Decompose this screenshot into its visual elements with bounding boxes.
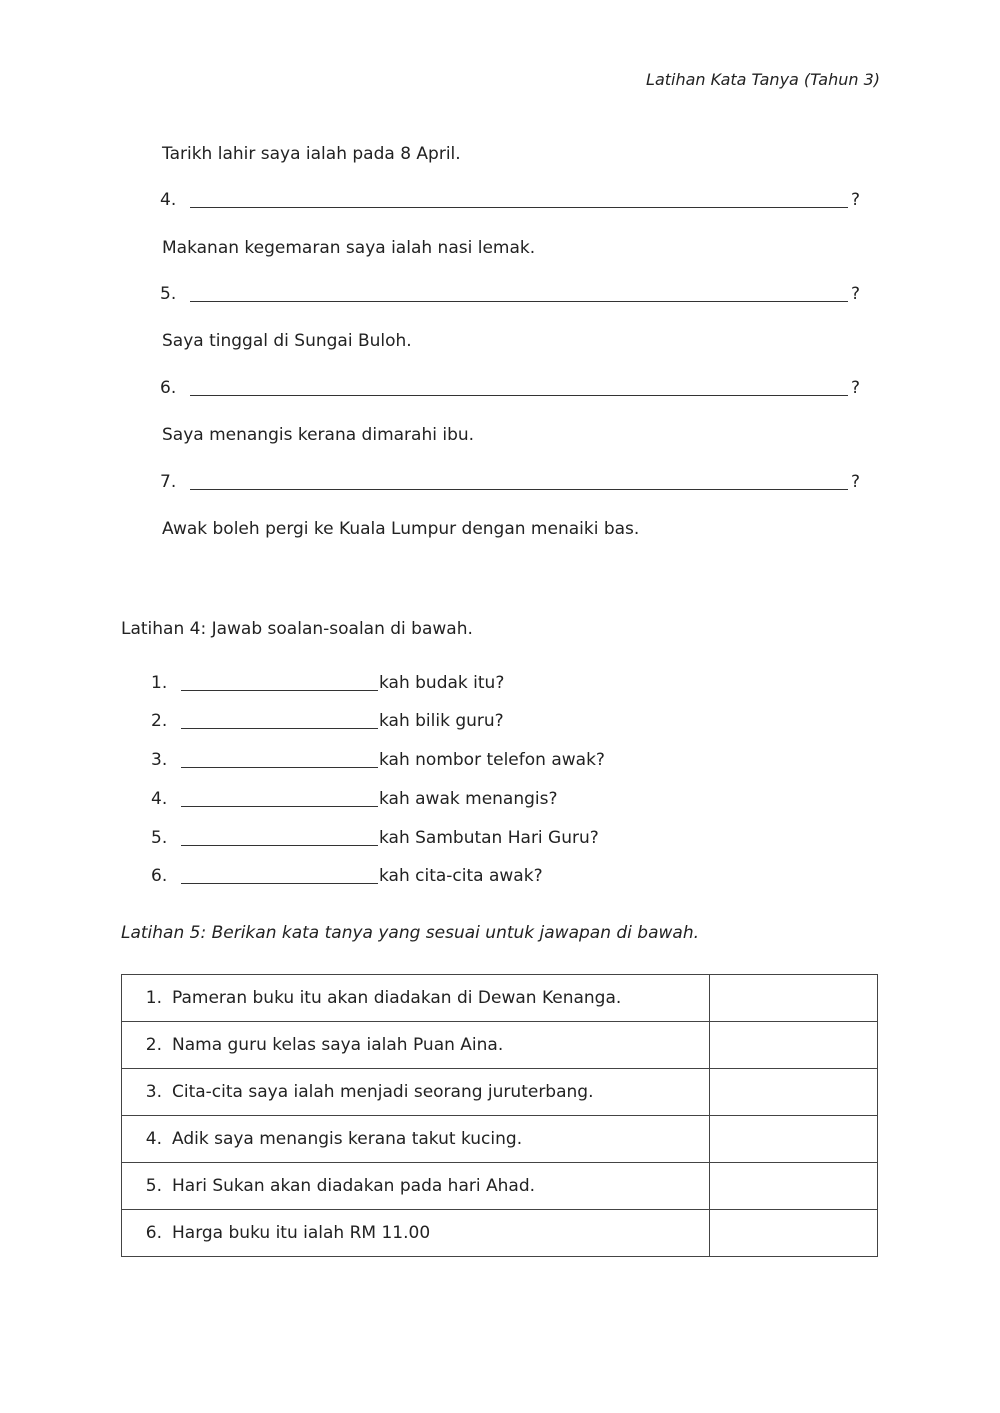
answer-blank[interactable]: [181, 690, 378, 691]
answer-cell[interactable]: [710, 1022, 878, 1069]
answer-cell[interactable]: [710, 1116, 878, 1163]
answer-blank[interactable]: [181, 845, 378, 846]
table-row: [122, 975, 878, 1022]
item-suffix: kah Sambutan Hari Guru?: [379, 828, 599, 848]
table-row: [122, 1116, 878, 1163]
answer-text: Makanan kegemaran saya ialah nasi lemak.: [162, 238, 536, 258]
item-suffix: kah bilik guru?: [379, 711, 504, 731]
row-number: 1.: [145, 988, 162, 1008]
answer-blank[interactable]: [181, 767, 378, 768]
row-text: Cita-cita saya ialah menjadi seorang juruterbang.: [172, 1082, 594, 1102]
item-suffix: kah cita-cita awak?: [379, 866, 543, 886]
question-cell: [122, 1069, 710, 1116]
row-number: 4.: [145, 1129, 162, 1149]
row-text: Pameran buku itu akan diadakan di Dewan Kenanga.: [172, 988, 622, 1008]
question-line: [160, 284, 860, 308]
answer-cell[interactable]: [710, 1163, 878, 1210]
answer-text: Awak boleh pergi ke Kuala Lumpur dengan menaiki bas.: [162, 519, 640, 539]
item-suffix: kah budak itu?: [379, 673, 505, 693]
answer-blank[interactable]: [190, 395, 848, 396]
answer-blank[interactable]: [190, 489, 848, 490]
question-cell: [122, 1163, 710, 1210]
item-number: 1.: [151, 673, 168, 693]
table-row: [122, 1210, 878, 1257]
row-text: Adik saya menangis kerana takut kucing.: [172, 1129, 523, 1149]
row-number: 5.: [145, 1176, 162, 1196]
question-cell: [122, 975, 710, 1022]
item-number: 6.: [151, 866, 168, 886]
row-number: 3.: [145, 1082, 162, 1102]
row-text: Harga buku itu ialah RM 11.00: [172, 1223, 431, 1243]
answer-text: Tarikh lahir saya ialah pada 8 April.: [162, 144, 461, 164]
question-mark: ?: [850, 472, 860, 492]
answer-text: Saya menangis kerana dimarahi ibu.: [162, 425, 475, 445]
item-number: 2.: [151, 711, 168, 731]
page-header: Latihan Kata Tanya (Tahun 3): [646, 70, 880, 89]
row-text: Nama guru kelas saya ialah Puan Aina.: [172, 1035, 504, 1055]
answer-blank[interactable]: [181, 883, 378, 884]
question-line: [160, 472, 860, 496]
item-number: 3.: [151, 750, 168, 770]
question-cell: [122, 1116, 710, 1163]
question-line: [160, 190, 860, 214]
question-number: 5.: [160, 284, 177, 304]
table-row: [122, 1022, 878, 1069]
table-row: [122, 1069, 878, 1116]
row-text: Hari Sukan akan diadakan pada hari Ahad.: [172, 1176, 536, 1196]
answer-blank[interactable]: [181, 806, 378, 807]
question-line: [160, 378, 860, 402]
latihan4-title: Latihan 4: Jawab soalan-soalan di bawah.: [121, 619, 473, 639]
table-row: [122, 1163, 878, 1210]
question-number: 7.: [160, 472, 177, 492]
question-number: 6.: [160, 378, 177, 398]
answer-blank[interactable]: [181, 728, 378, 729]
row-number: 6.: [145, 1223, 162, 1243]
answer-cell[interactable]: [710, 1210, 878, 1257]
question-mark: ?: [850, 284, 860, 304]
latihan5-title: Latihan 5: Berikan kata tanya yang sesuai untuk jawapan di bawah.: [121, 923, 700, 943]
item-suffix: kah nombor telefon awak?: [379, 750, 605, 770]
answer-cell[interactable]: [710, 975, 878, 1022]
question-cell: [122, 1022, 710, 1069]
answer-text: Saya tinggal di Sungai Buloh.: [162, 331, 412, 351]
item-number: 5.: [151, 828, 168, 848]
question-mark: ?: [850, 190, 860, 210]
answer-blank[interactable]: [190, 301, 848, 302]
item-suffix: kah awak menangis?: [379, 789, 558, 809]
answer-cell[interactable]: [710, 1069, 878, 1116]
question-cell: [122, 1210, 710, 1257]
question-mark: ?: [850, 378, 860, 398]
row-number: 2.: [145, 1035, 162, 1055]
answer-table: [121, 974, 878, 1257]
question-number: 4.: [160, 190, 177, 210]
answer-blank[interactable]: [190, 207, 848, 208]
item-number: 4.: [151, 789, 168, 809]
